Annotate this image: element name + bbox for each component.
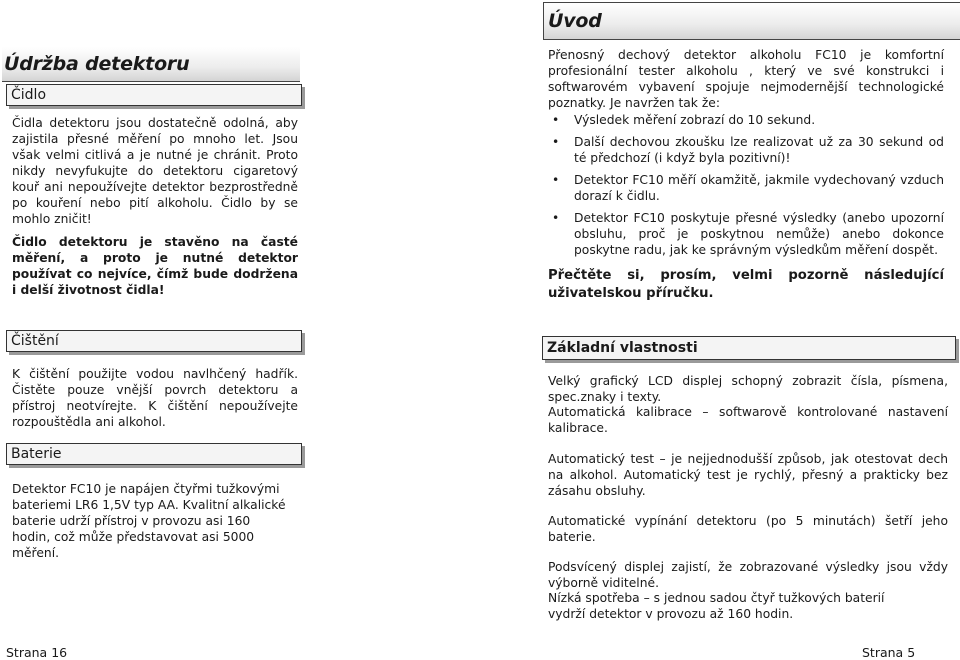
section-heading-cisteni: Čištění	[6, 330, 302, 352]
cidlo-paragraph-1: Čidla detektoru jsou dostatečně odolná, aby zajistila přesné měření po mnoho let. Jsou však velmi citlivá a je nutné je chránit. Proto nikdy nevyfukujte do detektoru cigaretový kouř ani nepoužívejte detektor bezprostředně po kouření nebo pití alkoholu. Čidlo by se mohlo zničit!	[12, 116, 298, 226]
baterie-paragraph: Detektor FC10 je napájen čtyřmi tužkovými bateriemi LR6 1,5V typ AA. Kvalitní alkalické baterie udrží přístroj v provozu asi 160 hodin, což může představovat asi 5000 měření.	[12, 482, 286, 560]
list-item: • Detektor FC10 měří okamžitě, jakmile vydechovaný vzduch dorazí k čidlu.	[548, 172, 944, 204]
section-heading-cidlo: Čidlo	[6, 84, 302, 106]
section-heading-zakladni-vlastnosti: Základní vlastnosti	[542, 336, 956, 360]
feature-low-consumption: Nízká spotřeba – s jednou sadou čtyř tužkových baterií vydrží detektor v provozu až 160 hodin.	[548, 591, 885, 621]
feature-backlight: Podsvícený displej zajistí, že zobrazované výsledky jsou vždy výborně viditelné.	[548, 560, 948, 590]
right-page-number: Strana 5	[862, 645, 916, 660]
feature-auto-off: Automatické vypínání detektoru (po 5 minutách) šetří jeho baterie.	[548, 514, 948, 544]
left-page-title: Údržba detektoru	[2, 47, 300, 82]
right-page-title: Úvod	[543, 2, 960, 40]
feature-lcd: Velký grafický LCD displej schopný zobrazit čísla, písmena, spec.znaky i texty.	[548, 374, 948, 404]
feature-bullet-list	[548, 112, 944, 264]
list-item: • Další dechovou zkoušku lze realizovat už za 30 sekund od té předchozí (i když byla pozitivní)!	[548, 134, 944, 166]
section-heading-baterie: Baterie	[6, 443, 302, 465]
list-item: • Výsledek měření zobrazí do 10 sekund.	[548, 112, 944, 128]
left-page-number: Strana 16	[6, 645, 68, 660]
read-manual-notice: Přečtěte si, prosím, velmi pozorně následující uživatelskou příručku.	[548, 268, 944, 301]
cidlo-paragraph-2: Čidlo detektoru je stavěno na časté měření, a proto je nutné detektor používat co nejvíce, čímž bude dodržena i delší životnost čidla!	[12, 235, 298, 297]
intro-paragraph: Přenosný dechový detektor alkoholu FC10 je komfortní profesionální tester alkoholu , který ve své konstrukci i softwarovém vybavení spojuje nejmodernější technologické poznatky. Je navržen tak že:	[548, 48, 944, 110]
list-item: • Detektor FC10 poskytuje přesné výsledky (anebo upozorní obsluhu, proč je poskytnou nemůže) anebo dokonce poskytne radu, jak ke správným výsledkům měření dospět.	[548, 210, 944, 258]
cisteni-paragraph: K čištění použijte vodou navlhčený hadřík. Čistěte pouze vnější povrch detektoru a přístroj neotvírejte. K čištění nepoužívejte rozpouštědla ani alkohol.	[12, 367, 298, 429]
feature-calibration: Automatická kalibrace – softwarově kontrolované nastavení kalibrace.	[548, 405, 948, 435]
feature-auto-test: Automatický test – je nejjednodušší způsob, jak otestovat dech na alkohol. Automatický test je rychlý, přesný a prakticky bez zásahu obsluhy.	[548, 452, 948, 498]
